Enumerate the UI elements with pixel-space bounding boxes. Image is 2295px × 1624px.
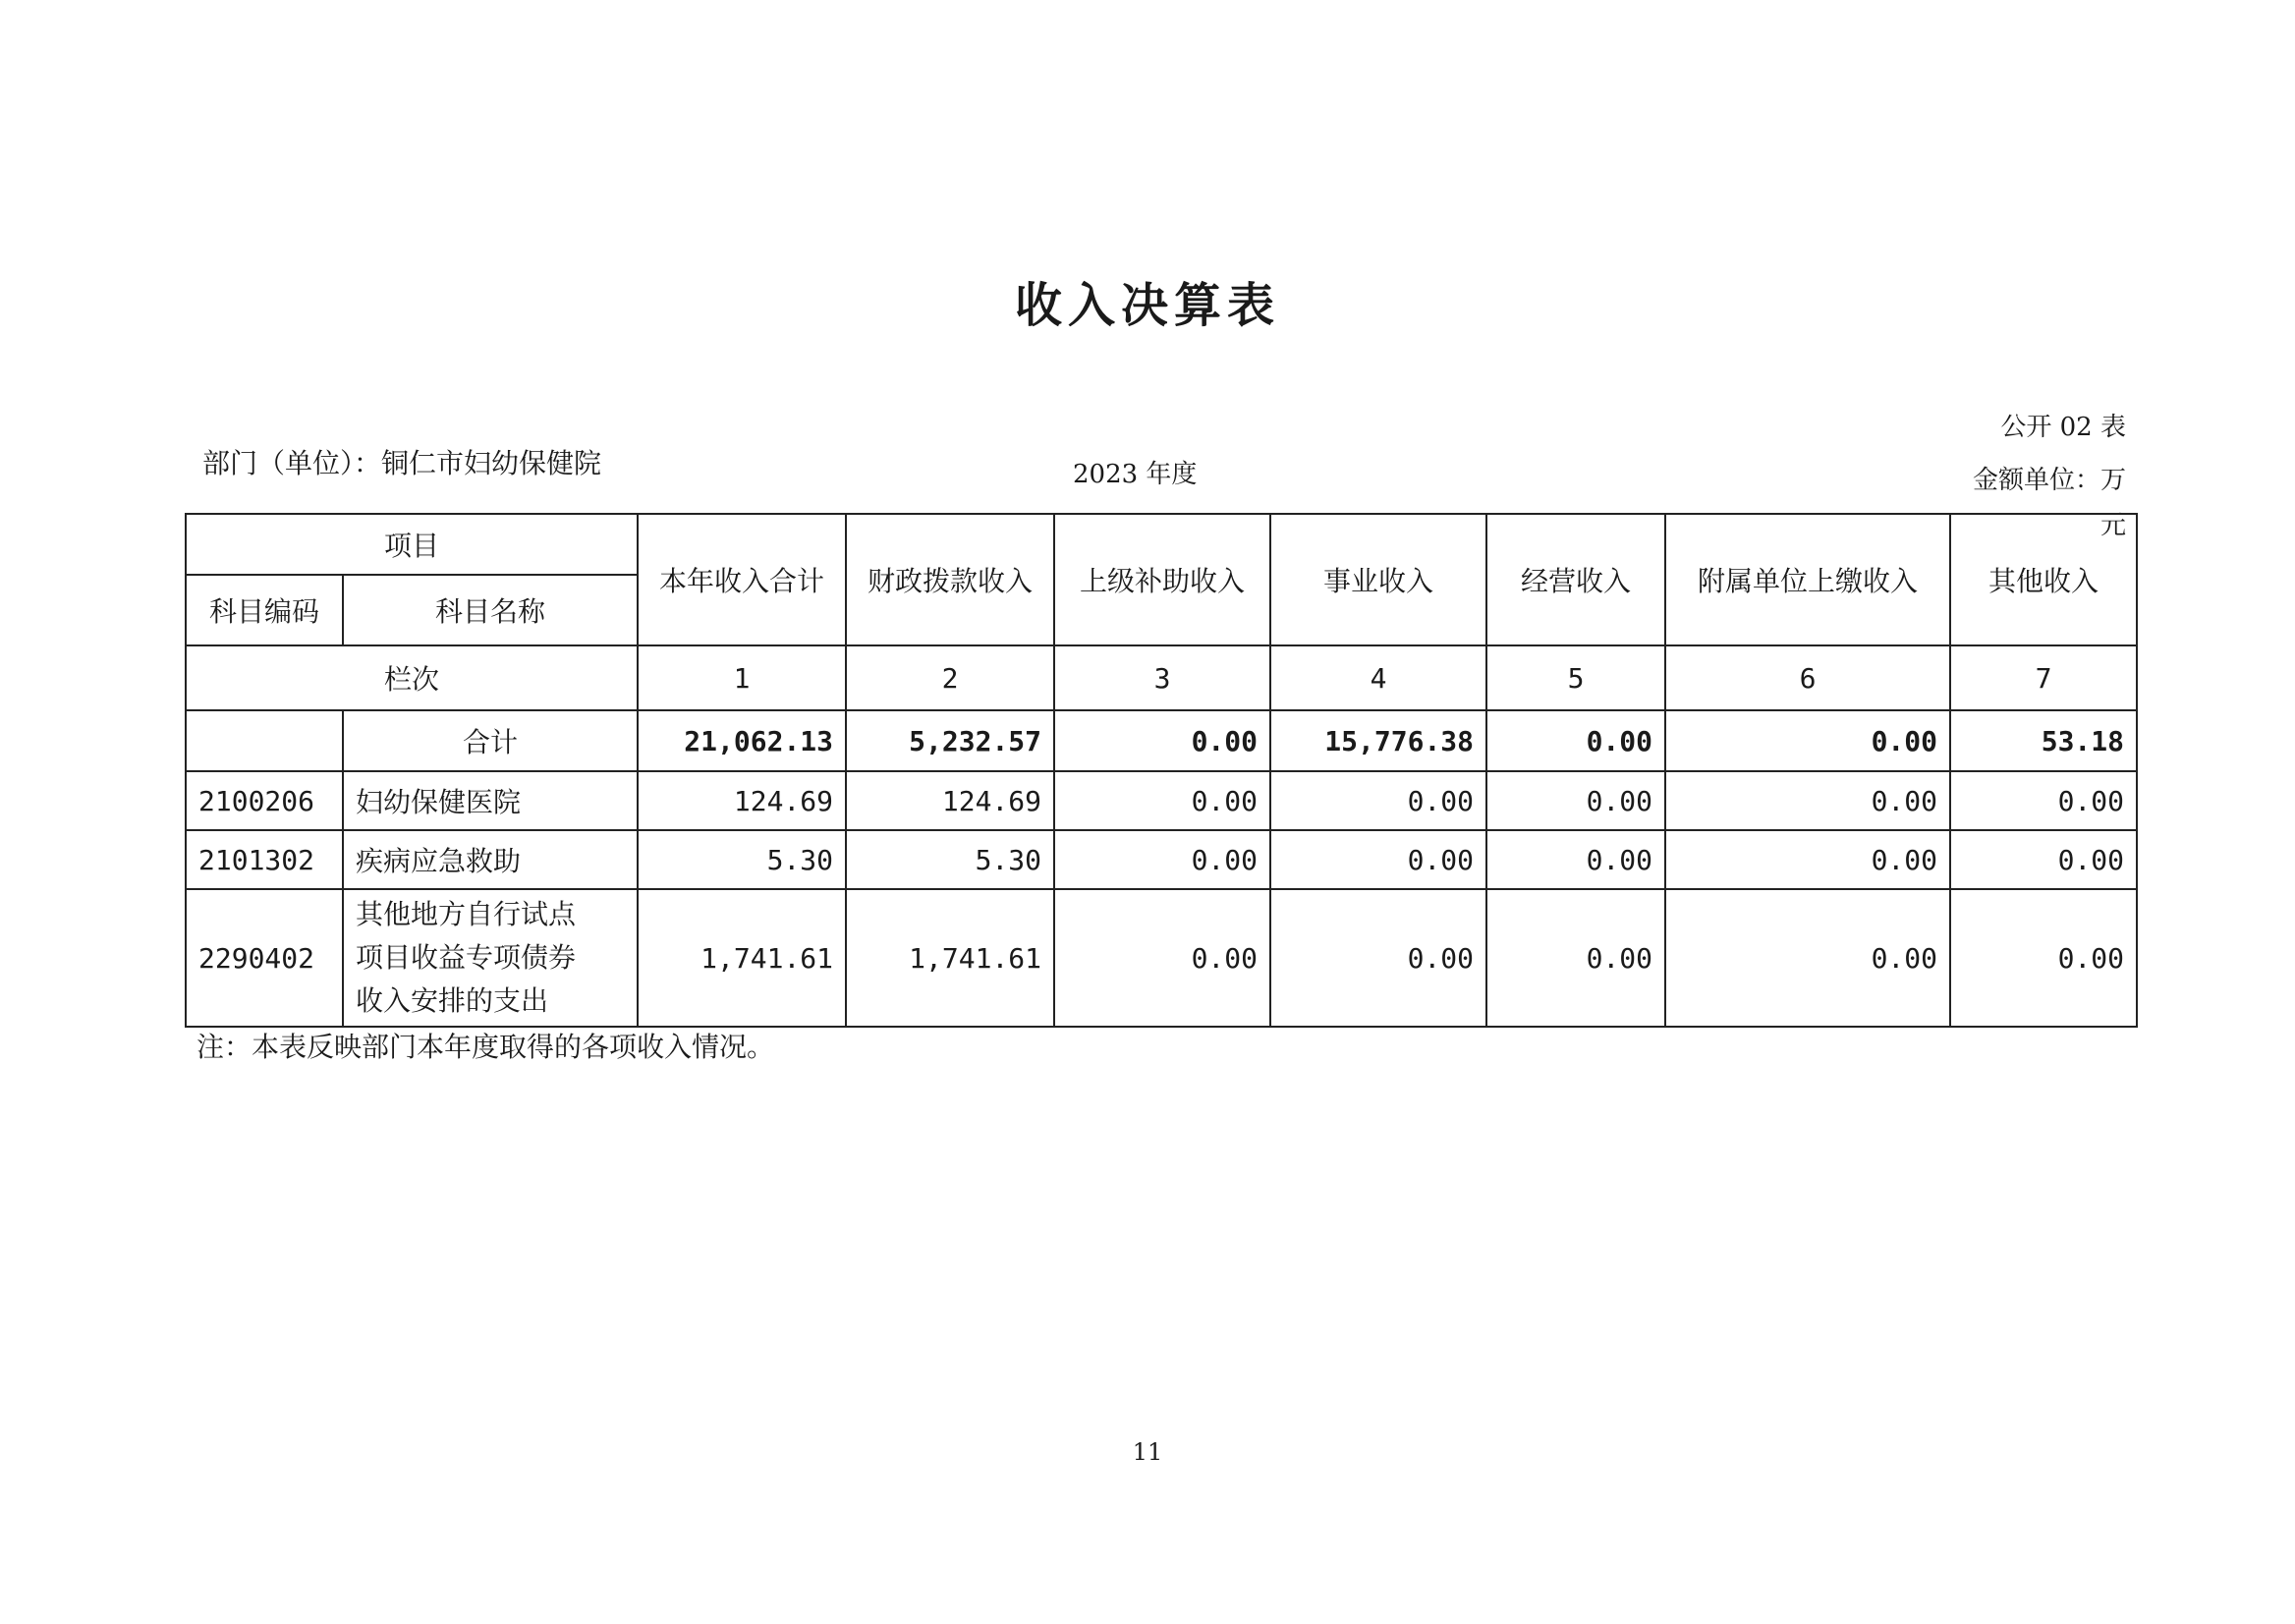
subject-code: 2101302 bbox=[186, 830, 343, 889]
amount-cell: 0.00 bbox=[1486, 771, 1665, 830]
amount-cell: 0.00 bbox=[1054, 771, 1270, 830]
amount-cell: 0.00 bbox=[1486, 830, 1665, 889]
column-number: 6 bbox=[1665, 645, 1950, 710]
subject-name: 妇幼保健医院 bbox=[343, 771, 638, 830]
table-note: 注：本表反映部门本年度取得的各项收入情况。 bbox=[196, 1031, 775, 1063]
amount-unit: 金额单位：万元 bbox=[1972, 466, 2126, 540]
amount-cell: 124.69 bbox=[638, 771, 846, 830]
header-col-5: 经营收入 bbox=[1486, 514, 1665, 645]
subject-code: 2290402 bbox=[186, 889, 343, 1027]
header-col-3: 上级补助收入 bbox=[1054, 514, 1270, 645]
subject-name-line: 收入安排的支出 bbox=[356, 984, 549, 1017]
total-value: 0.00 bbox=[1054, 710, 1270, 771]
amount-cell: 0.00 bbox=[1270, 889, 1486, 1027]
amount-cell: 0.00 bbox=[1950, 771, 2137, 830]
amount-cell: 1,741.61 bbox=[846, 889, 1054, 1027]
amount-cell: 0.00 bbox=[1950, 830, 2137, 889]
subject-name-line: 其他地方自行试点 bbox=[356, 898, 577, 930]
column-number: 7 bbox=[1950, 645, 2137, 710]
form-number: 公开 02 表 bbox=[2000, 413, 2126, 442]
amount-cell: 124.69 bbox=[846, 771, 1054, 830]
total-code-cell bbox=[186, 710, 343, 771]
header-col-1: 本年收入合计 bbox=[638, 514, 846, 645]
total-row bbox=[186, 710, 2137, 771]
subject-name bbox=[343, 889, 638, 1027]
column-number: 1 bbox=[638, 645, 846, 710]
column-number-row bbox=[186, 645, 2137, 710]
header-col-2: 财政拨款收入 bbox=[846, 514, 1054, 645]
amount-cell: 0.00 bbox=[1270, 771, 1486, 830]
fiscal-year: 2023 年度 bbox=[1073, 460, 1198, 489]
total-value: 5,232.57 bbox=[846, 710, 1054, 771]
total-value: 0.00 bbox=[1486, 710, 1665, 771]
header-col-7: 其他收入 bbox=[1950, 514, 2137, 645]
subject-name-line: 项目收益专项债券 bbox=[356, 941, 577, 974]
total-value: 0.00 bbox=[1665, 710, 1950, 771]
total-value: 15,776.38 bbox=[1270, 710, 1486, 771]
total-value: 53.18 bbox=[1950, 710, 2137, 771]
amount-cell: 0.00 bbox=[1054, 830, 1270, 889]
header-item: 项目 bbox=[186, 514, 638, 575]
row-label: 栏次 bbox=[186, 645, 638, 710]
total-value: 21,062.13 bbox=[638, 710, 846, 771]
amount-cell: 1,741.61 bbox=[638, 889, 846, 1027]
amount-cell: 0.00 bbox=[1054, 889, 1270, 1027]
table-row bbox=[186, 889, 2137, 1027]
page-number: 11 bbox=[1132, 1438, 1163, 1466]
column-number: 4 bbox=[1270, 645, 1486, 710]
header-row-item bbox=[186, 514, 2137, 575]
page-title: 收入决算表 bbox=[1014, 278, 1280, 333]
amount-cell: 0.00 bbox=[1950, 889, 2137, 1027]
column-number: 2 bbox=[846, 645, 1054, 710]
amount-cell: 0.00 bbox=[1665, 889, 1950, 1027]
header-col-4: 事业收入 bbox=[1270, 514, 1486, 645]
amount-cell: 5.30 bbox=[846, 830, 1054, 889]
amount-cell: 0.00 bbox=[1665, 771, 1950, 830]
department-label: 部门（单位）：铜仁市妇幼保健院 bbox=[202, 447, 602, 479]
total-label: 合计 bbox=[343, 710, 638, 771]
header-code: 科目编码 bbox=[186, 575, 343, 645]
amount-cell: 0.00 bbox=[1665, 830, 1950, 889]
subject-code: 2100206 bbox=[186, 771, 343, 830]
table-row bbox=[186, 771, 2137, 830]
amount-cell: 5.30 bbox=[638, 830, 846, 889]
column-number: 3 bbox=[1054, 645, 1270, 710]
amount-cell: 0.00 bbox=[1486, 889, 1665, 1027]
subject-name: 疾病应急救助 bbox=[343, 830, 638, 889]
amount-cell: 0.00 bbox=[1270, 830, 1486, 889]
header-name: 科目名称 bbox=[343, 575, 638, 645]
header-col-6: 附属单位上缴收入 bbox=[1665, 514, 1950, 645]
table-row bbox=[186, 830, 2137, 889]
income-table bbox=[185, 513, 2138, 1028]
column-number: 5 bbox=[1486, 645, 1665, 710]
